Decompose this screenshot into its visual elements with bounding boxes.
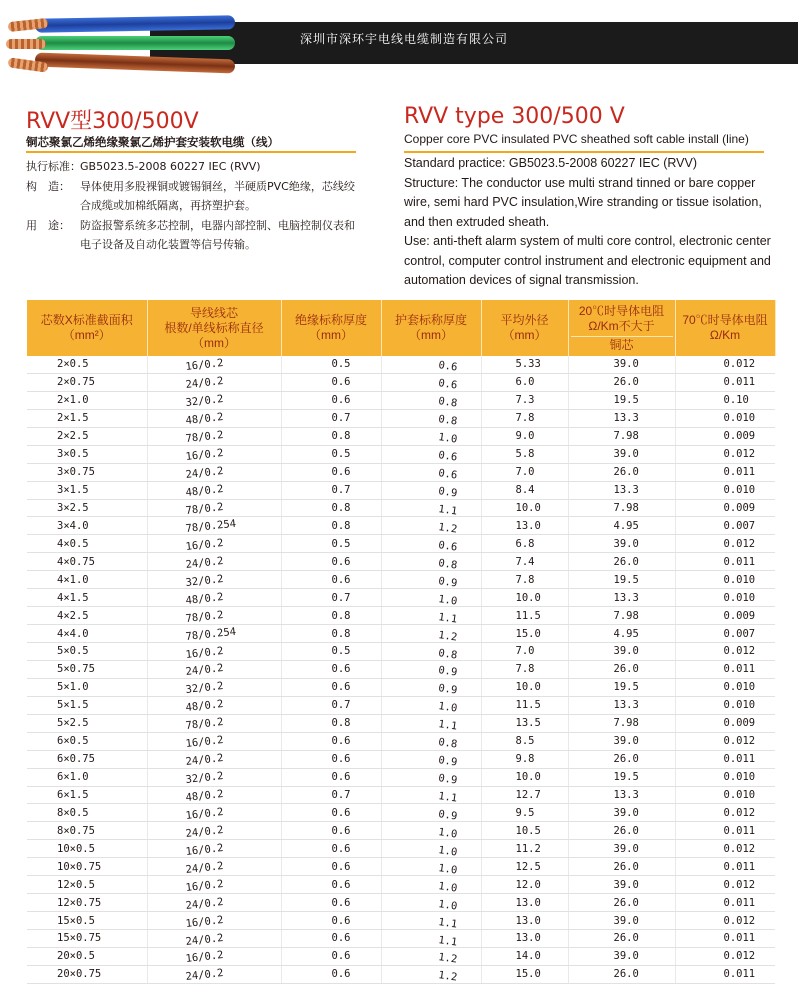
cell-resistance-20c: 39.0 <box>568 947 675 965</box>
cell-sheath: 0.8 <box>380 636 482 668</box>
cell-insulation: 0.8 <box>281 625 381 643</box>
cell-resistance-70c: 0.011 <box>675 660 775 678</box>
cell-outer-diameter: 13.0 <box>481 894 568 912</box>
cell-insulation: 0.7 <box>281 786 381 804</box>
cell-conductor: 16/0.2 <box>146 349 281 380</box>
cell-insulation: 0.6 <box>281 822 381 840</box>
cell-sheath: 0.6 <box>380 349 481 380</box>
cell-insulation: 0.8 <box>281 427 381 445</box>
cell-resistance-20c: 13.3 <box>568 589 675 607</box>
cell-resistance-70c: 0.012 <box>675 804 775 822</box>
cell-sheath: 0.9 <box>380 654 482 686</box>
cell-outer-diameter: 7.0 <box>481 643 568 661</box>
cell-insulation: 0.6 <box>281 768 381 786</box>
title-cn: RVV型300/500V <box>26 109 199 134</box>
cell-resistance-70c: 0.011 <box>675 930 775 948</box>
cell-resistance-20c: 39.0 <box>568 356 675 373</box>
cell-insulation: 0.7 <box>281 589 381 607</box>
cell-conductor: 16/0.2 <box>146 940 281 972</box>
cell-sheath: 1.0 <box>380 420 482 452</box>
en-info-standard: Standard practice: GB5023.5-2008 60227 IEC (RVV) <box>404 156 697 170</box>
cell-resistance-70c: 0.009 <box>675 607 775 625</box>
cell-conductor: 32/0.2 <box>146 761 281 793</box>
cell-sheath: 0.8 <box>380 402 482 434</box>
cell-resistance-70c: 0.011 <box>675 858 775 876</box>
cell-outer-diameter: 14.0 <box>481 947 568 965</box>
cell-outer-diameter: 9.5 <box>481 804 568 822</box>
cell-insulation: 0.6 <box>281 930 381 948</box>
cell-insulation: 0.6 <box>281 947 381 965</box>
cell-insulation: 0.6 <box>281 804 381 822</box>
cell-sheath: 1.0 <box>380 887 482 919</box>
cell-cores-area: 5×1.5 <box>27 696 147 714</box>
cell-sheath: 0.8 <box>380 725 482 757</box>
cell-sheath: 1.1 <box>380 492 482 524</box>
en-info-use: Use: anti-theft alarm system of multi core control, electronic center control, computer control instrument and electronic equipment and automation devices of signal transmission. <box>404 234 771 287</box>
cell-insulation: 0.6 <box>281 373 381 391</box>
cell-insulation: 0.6 <box>281 660 381 678</box>
cell-outer-diameter: 11.2 <box>481 840 568 858</box>
cell-outer-diameter: 13.0 <box>481 912 568 930</box>
cell-conductor: 78/0.2 <box>146 492 281 524</box>
cell-insulation: 0.7 <box>281 481 381 499</box>
cell-outer-diameter: 12.5 <box>481 858 568 876</box>
cell-sheath: 1.2 <box>380 510 482 542</box>
cn-info-text: 防盗报警系统多芯控制，电器内部控制、电脑控制仪表和电子设备及自动化装置等信号传输。 <box>80 218 355 251</box>
cell-sheath: 1.0 <box>380 869 482 901</box>
cell-resistance-20c: 26.0 <box>568 750 675 768</box>
cell-sheath: 0.6 <box>380 367 482 399</box>
cell-sheath: 1.1 <box>380 779 482 811</box>
cell-sheath: 0.8 <box>380 546 482 578</box>
cell-conductor: 24/0.2 <box>146 653 281 685</box>
cell-insulation: 0.6 <box>281 391 381 409</box>
cell-conductor: 24/0.2 <box>146 366 281 398</box>
cell-sheath: 1.0 <box>380 815 482 847</box>
cell-outer-diameter: 15.0 <box>481 625 568 643</box>
cn-info-text: GB5023.5-2008 60227 IEC (RVV) <box>80 160 261 173</box>
cell-resistance-20c: 26.0 <box>568 858 675 876</box>
cell-resistance-20c: 26.0 <box>568 463 675 481</box>
cell-conductor: 24/0.2 <box>146 456 281 488</box>
cell-cores-area: 4×0.75 <box>27 553 147 571</box>
cell-conductor: 48/0.2 <box>146 779 281 811</box>
cell-resistance-70c: 0.009 <box>675 427 775 445</box>
header-resistance-20c: 20℃时导体电阻 Ω/Km不大于 铜芯 <box>568 300 675 356</box>
cell-insulation: 0.6 <box>281 840 381 858</box>
cell-outer-diameter: 7.8 <box>481 660 568 678</box>
cell-resistance-20c: 13.3 <box>568 696 675 714</box>
header-copper-core: 铜芯 <box>571 336 673 353</box>
cell-resistance-70c: 0.012 <box>675 356 775 373</box>
cell-cores-area: 2×1.0 <box>27 391 147 409</box>
green-wire-image <box>35 36 235 50</box>
cell-conductor: 48/0.2 <box>146 402 281 434</box>
cell-outer-diameter: 9.0 <box>481 427 568 445</box>
cell-resistance-20c: 39.0 <box>568 732 675 750</box>
cell-resistance-70c: 0.012 <box>675 732 775 750</box>
cell-resistance-20c: 19.5 <box>568 678 675 696</box>
cell-outer-diameter: 8.5 <box>481 732 568 750</box>
cell-cores-area: 12×0.75 <box>27 894 147 912</box>
cell-conductor: 16/0.2 <box>146 438 281 470</box>
header-banner <box>0 0 798 92</box>
cell-resistance-20c: 13.3 <box>568 481 675 499</box>
cell-insulation: 0.6 <box>281 876 381 894</box>
cell-resistance-20c: 4.95 <box>568 517 675 535</box>
cell-outer-diameter: 13.0 <box>481 930 568 948</box>
cell-resistance-20c: 26.0 <box>568 553 675 571</box>
cell-cores-area: 10×0.75 <box>27 858 147 876</box>
cell-insulation: 0.6 <box>281 553 381 571</box>
cn-info-label: 构 造： <box>26 179 70 193</box>
cell-cores-area: 3×1.5 <box>27 481 147 499</box>
cell-cores-area: 3×0.5 <box>27 445 147 463</box>
cell-resistance-70c: 0.011 <box>675 553 775 571</box>
cell-outer-diameter: 11.5 <box>481 607 568 625</box>
cell-cores-area: 6×1.0 <box>27 768 147 786</box>
cell-cores-area: 10×0.5 <box>27 840 147 858</box>
cell-resistance-70c: 0.012 <box>675 947 775 965</box>
cell-resistance-20c: 39.0 <box>568 643 675 661</box>
cell-outer-diameter: 15.0 <box>481 965 568 983</box>
cell-cores-area: 3×0.75 <box>27 463 147 481</box>
cell-conductor: 16/0.2 <box>146 869 281 901</box>
cell-cores-area: 20×0.75 <box>27 965 147 983</box>
cell-resistance-70c: 0.10 <box>675 391 775 409</box>
cell-conductor: 16/0.2 <box>146 725 281 757</box>
cell-sheath: 1.1 <box>380 905 482 937</box>
en-info-block <box>404 154 784 291</box>
cell-insulation: 0.6 <box>281 732 381 750</box>
cell-conductor: 48/0.2 <box>146 689 281 721</box>
cell-resistance-70c: 0.012 <box>675 445 775 463</box>
cell-resistance-20c: 19.5 <box>568 391 675 409</box>
cell-outer-diameter: 7.8 <box>481 571 568 589</box>
cell-sheath: 1.1 <box>380 923 482 955</box>
subtitle-cn: 铜芯聚氯乙烯绝缘聚氯乙烯护套安装软电缆（线） <box>26 135 279 149</box>
cell-resistance-70c: 0.012 <box>675 876 775 894</box>
cell-cores-area: 4×4.0 <box>27 625 147 643</box>
cell-resistance-20c: 19.5 <box>568 768 675 786</box>
cn-info-label: 执行标准： <box>26 160 81 173</box>
cell-insulation: 0.8 <box>281 499 381 517</box>
cell-insulation: 0.7 <box>281 409 381 427</box>
cell-cores-area: 4×1.5 <box>27 589 147 607</box>
divider <box>404 151 764 153</box>
cell-outer-diameter: 5.33 <box>481 356 568 373</box>
cell-resistance-70c: 0.010 <box>675 678 775 696</box>
cell-conductor: 24/0.2 <box>146 851 281 883</box>
cell-conductor: 24/0.2 <box>146 743 281 775</box>
cell-insulation: 0.6 <box>281 894 381 912</box>
cell-sheath: 0.9 <box>380 672 482 704</box>
cell-sheath: 0.6 <box>380 438 482 470</box>
cell-outer-diameter: 12.7 <box>481 786 568 804</box>
cell-sheath: 0.9 <box>380 797 482 829</box>
cell-insulation: 0.6 <box>281 750 381 768</box>
cell-insulation: 0.6 <box>281 912 381 930</box>
cell-conductor: 32/0.2 <box>146 384 281 416</box>
title-en: RVV type 300/500 V <box>404 104 625 129</box>
cell-cores-area: 6×0.75 <box>27 750 147 768</box>
cell-resistance-20c: 39.0 <box>568 876 675 894</box>
cell-conductor: 78/0.2 <box>146 707 281 739</box>
cell-resistance-70c: 0.012 <box>675 912 775 930</box>
cell-sheath: 1.0 <box>380 582 482 614</box>
cell-outer-diameter: 10.0 <box>481 589 568 607</box>
cell-resistance-20c: 7.98 <box>568 499 675 517</box>
cell-resistance-70c: 0.012 <box>675 643 775 661</box>
cell-resistance-70c: 0.011 <box>675 894 775 912</box>
cell-cores-area: 8×0.75 <box>27 822 147 840</box>
table-header-row <box>27 300 775 356</box>
cell-conductor: 78/0.2 <box>146 420 281 452</box>
cell-sheath: 1.0 <box>380 833 482 865</box>
cell-resistance-20c: 39.0 <box>568 912 675 930</box>
header-sheath-thickness: 护套标称厚度 （mm） <box>381 300 481 356</box>
subtitle-en: Copper core PVC insulated PVC sheathed soft cable install (line) <box>404 132 749 146</box>
cell-insulation: 0.5 <box>281 445 381 463</box>
cell-sheath: 0.9 <box>380 761 482 793</box>
header-resistance-70c: 70℃时导体电阻 Ω/Km <box>675 300 775 356</box>
cell-resistance-20c: 4.95 <box>568 625 675 643</box>
header-insulation-thickness: 绝缘标称厚度 （mm） <box>281 300 381 356</box>
cell-outer-diameter: 12.0 <box>481 876 568 894</box>
cell-cores-area: 2×1.5 <box>27 409 147 427</box>
cell-resistance-70c: 0.012 <box>675 535 775 553</box>
cell-cores-area: 5×0.5 <box>27 643 147 661</box>
cell-cores-area: 4×2.5 <box>27 607 147 625</box>
cell-cores-area: 2×0.75 <box>27 373 147 391</box>
header-cores-area: 芯数X标准截面积 （mm²） <box>27 300 147 356</box>
cell-resistance-70c: 0.009 <box>675 714 775 732</box>
cell-cores-area: 6×0.5 <box>27 732 147 750</box>
cell-cores-area: 4×0.5 <box>27 535 147 553</box>
cell-resistance-20c: 26.0 <box>568 660 675 678</box>
cell-sheath: 0.8 <box>380 385 482 417</box>
en-info-structure: Structure: The conductor use multi strand tinned or bare copper wire, semi hard PVC insulation,Wire stranding or tissue isolation, and then extruded sheath. <box>404 175 762 229</box>
cell-resistance-70c: 0.012 <box>675 840 775 858</box>
cell-conductor: 16/0.2 <box>146 797 281 829</box>
cell-conductor: 24/0.2 <box>146 887 281 919</box>
cell-outer-diameter: 7.0 <box>481 463 568 481</box>
cell-conductor: 78/0.2 <box>146 600 281 632</box>
header-outer-diameter: 平均外径 （mm） <box>481 300 568 356</box>
cell-conductor: 16/0.2 <box>146 833 281 865</box>
cell-conductor: 16/0.2 <box>146 636 281 668</box>
cell-cores-area: 2×2.5 <box>27 427 147 445</box>
cell-resistance-70c: 0.010 <box>675 409 775 427</box>
cell-conductor: 48/0.2 <box>146 474 281 506</box>
cell-resistance-20c: 26.0 <box>568 894 675 912</box>
cell-conductor: 24/0.2 <box>146 923 281 955</box>
cell-outer-diameter: 9.8 <box>481 750 568 768</box>
cell-resistance-20c: 13.3 <box>568 409 675 427</box>
cell-sheath: 1.0 <box>380 851 482 883</box>
cell-resistance-70c: 0.011 <box>675 822 775 840</box>
cell-cores-area: 15×0.75 <box>27 930 147 948</box>
cell-insulation: 0.8 <box>281 714 381 732</box>
company-name: 深圳市深环宇电线电缆制造有限公司 <box>300 32 509 46</box>
cell-insulation: 0.6 <box>281 965 381 983</box>
cell-outer-diameter: 6.8 <box>481 535 568 553</box>
cell-conductor: 24/0.2 <box>146 958 281 990</box>
cell-sheath: 1.1 <box>380 707 482 739</box>
cell-cores-area: 4×1.0 <box>27 571 147 589</box>
table-row <box>27 965 775 983</box>
cell-outer-diameter: 7.4 <box>481 553 568 571</box>
cell-resistance-20c: 7.98 <box>568 714 675 732</box>
cell-outer-diameter: 7.3 <box>481 391 568 409</box>
cell-sheath: 1.2 <box>380 941 482 973</box>
cell-resistance-20c: 39.0 <box>568 804 675 822</box>
cell-sheath: 0.9 <box>380 743 482 775</box>
cell-conductor: 32/0.2 <box>146 671 281 703</box>
cell-conductor: 78/0.254 <box>146 618 281 650</box>
cell-outer-diameter: 7.8 <box>481 409 568 427</box>
cn-info-structure <box>26 177 361 216</box>
cell-sheath: 1.0 <box>380 689 482 721</box>
cell-conductor: 16/0.2 <box>146 528 281 560</box>
cell-resistance-70c: 0.009 <box>675 499 775 517</box>
cell-resistance-70c: 0.010 <box>675 786 775 804</box>
cn-info-text: 导体使用多股裸铜或镀锡铜丝，半硬质PVC绝缘，芯线绞合成缆或加棉纸隔离，再挤塑护套。 <box>80 179 355 212</box>
cell-conductor: 24/0.2 <box>146 546 281 578</box>
cell-sheath: 0.9 <box>380 474 482 506</box>
cell-resistance-20c: 26.0 <box>568 930 675 948</box>
cell-resistance-20c: 7.98 <box>568 427 675 445</box>
cell-insulation: 0.8 <box>281 517 381 535</box>
cell-conductor: 16/0.2 <box>146 905 281 937</box>
cell-sheath: 1.2 <box>380 959 482 991</box>
cell-outer-diameter: 10.5 <box>481 822 568 840</box>
cn-info-block <box>26 157 361 255</box>
cell-outer-diameter: 11.5 <box>481 696 568 714</box>
cell-cores-area: 3×2.5 <box>27 499 147 517</box>
cell-resistance-70c: 0.010 <box>675 768 775 786</box>
cell-insulation: 0.5 <box>281 356 381 373</box>
cell-outer-diameter: 10.0 <box>481 499 568 517</box>
cell-resistance-70c: 0.010 <box>675 481 775 499</box>
cell-outer-diameter: 13.0 <box>481 517 568 535</box>
cell-outer-diameter: 13.5 <box>481 714 568 732</box>
cell-cores-area: 15×0.5 <box>27 912 147 930</box>
cell-cores-area: 5×0.75 <box>27 660 147 678</box>
cell-cores-area: 5×1.0 <box>27 678 147 696</box>
cell-insulation: 0.8 <box>281 607 381 625</box>
cell-resistance-20c: 26.0 <box>568 965 675 983</box>
cell-outer-diameter: 10.0 <box>481 768 568 786</box>
cn-info-label: 用 途： <box>26 218 70 232</box>
table-body <box>27 356 775 983</box>
cell-resistance-20c: 26.0 <box>568 822 675 840</box>
cell-resistance-70c: 0.011 <box>675 373 775 391</box>
cell-resistance-70c: 0.007 <box>675 625 775 643</box>
cell-insulation: 0.6 <box>281 463 381 481</box>
cell-outer-diameter: 10.0 <box>481 678 568 696</box>
cell-resistance-20c: 7.98 <box>568 607 675 625</box>
cell-cores-area: 8×0.5 <box>27 804 147 822</box>
cell-resistance-70c: 0.011 <box>675 463 775 481</box>
cell-resistance-70c: 0.007 <box>675 517 775 535</box>
cell-outer-diameter: 6.0 <box>481 373 568 391</box>
cell-resistance-20c: 26.0 <box>568 373 675 391</box>
cell-outer-diameter: 8.4 <box>481 481 568 499</box>
cell-cores-area: 20×0.5 <box>27 947 147 965</box>
cell-cores-area: 12×0.5 <box>27 876 147 894</box>
copper-strand-image <box>6 39 46 49</box>
spec-table <box>27 300 776 984</box>
cell-insulation: 0.5 <box>281 535 381 553</box>
cell-cores-area: 5×2.5 <box>27 714 147 732</box>
cell-sheath: 0.6 <box>380 456 482 488</box>
cell-sheath: 0.6 <box>380 528 482 560</box>
divider <box>26 151 356 153</box>
cell-resistance-70c: 0.011 <box>675 750 775 768</box>
cell-conductor: 78/0.254 <box>146 510 281 542</box>
cell-resistance-20c: 13.3 <box>568 786 675 804</box>
cell-insulation: 0.6 <box>281 678 381 696</box>
cell-resistance-70c: 0.010 <box>675 696 775 714</box>
cell-cores-area: 2×0.5 <box>27 356 147 373</box>
cell-insulation: 0.7 <box>281 696 381 714</box>
cell-resistance-70c: 0.011 <box>675 965 775 983</box>
cell-sheath: 0.9 <box>380 564 482 596</box>
cell-conductor: 48/0.2 <box>146 582 281 614</box>
cell-conductor: 24/0.2 <box>146 815 281 847</box>
cell-resistance-20c: 39.0 <box>568 535 675 553</box>
cell-sheath: 1.1 <box>380 600 482 632</box>
cell-resistance-20c: 39.0 <box>568 445 675 463</box>
cell-conductor: 32/0.2 <box>146 564 281 596</box>
cell-cores-area: 3×4.0 <box>27 517 147 535</box>
cell-resistance-20c: 19.5 <box>568 571 675 589</box>
cell-outer-diameter: 5.8 <box>481 445 568 463</box>
cell-resistance-70c: 0.010 <box>675 589 775 607</box>
cell-sheath: 1.2 <box>380 618 482 650</box>
cell-insulation: 0.6 <box>281 858 381 876</box>
cell-insulation: 0.6 <box>281 571 381 589</box>
cell-resistance-20c: 39.0 <box>568 840 675 858</box>
cn-info-use <box>26 216 361 255</box>
cell-insulation: 0.5 <box>281 643 381 661</box>
cell-resistance-70c: 0.010 <box>675 571 775 589</box>
cell-cores-area: 6×1.5 <box>27 786 147 804</box>
header-conductor: 导线线芯 根数/单线标称直径 （mm） <box>147 300 281 356</box>
cn-info-standard <box>26 157 361 177</box>
